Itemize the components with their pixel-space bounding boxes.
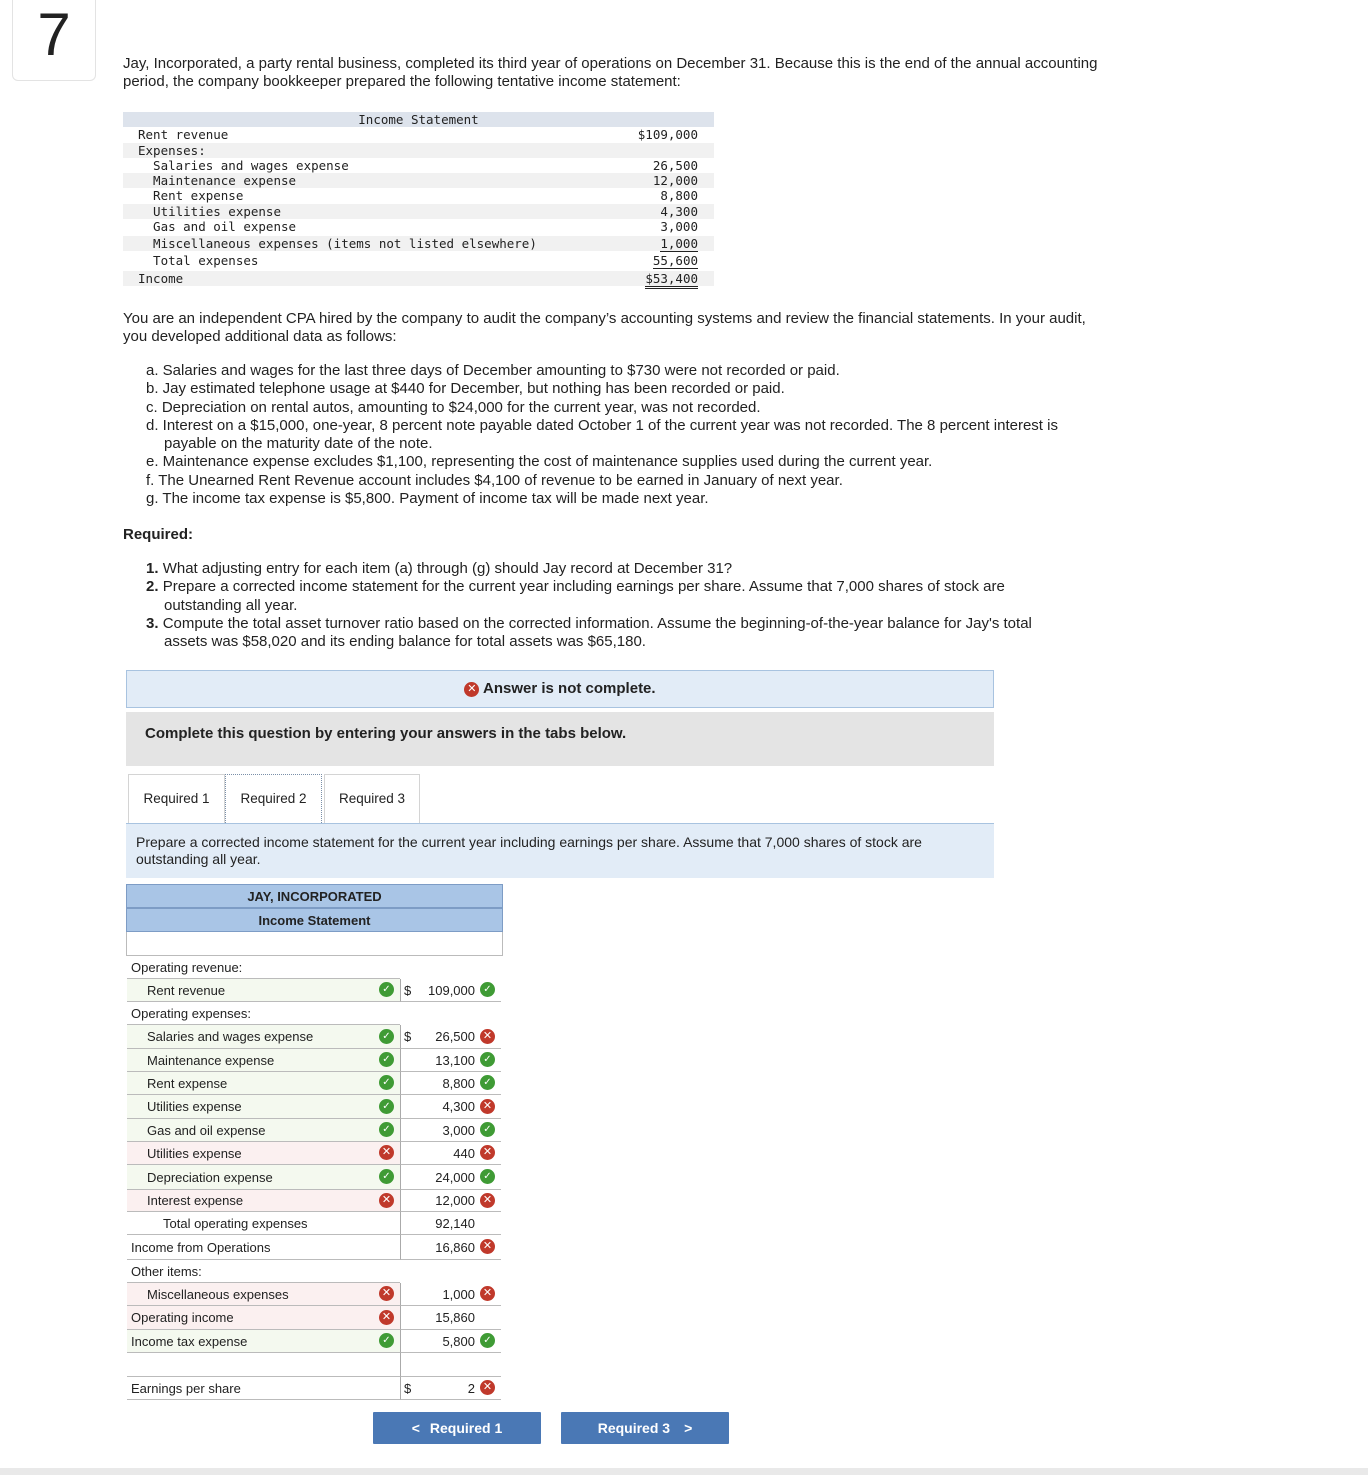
instruction-bar: Complete this question by entering your answers in the tabs below. <box>126 712 994 766</box>
required-text: Compute the total asset turnover ratio based on the corrected information. Assume the beginning-of-the-year balance for Jay's total assets was $58,020 and its ending balance for total assets was $65,180. <box>162 614 1032 651</box>
x-circle-icon: ✕ <box>480 1029 495 1044</box>
statement-row <box>126 1283 503 1306</box>
prev-label: Required 1 <box>429 1420 503 1436</box>
statement-amount: 12,000 <box>435 1193 475 1208</box>
next-label: Required 3 <box>597 1420 671 1436</box>
statement-row <box>126 1377 503 1400</box>
statement-row <box>126 1095 503 1119</box>
tentative-amount: $53,400 <box>645 271 698 289</box>
statement-row <box>126 1235 503 1260</box>
statement-label[interactable] <box>127 1072 400 1095</box>
statement-amount-cell[interactable] <box>400 1142 501 1165</box>
check-circle-icon: ✓ <box>379 1075 394 1090</box>
audit-item: c. Depreciation on rental autos, amounting to $24,000 for the current year, was not recorded. <box>146 398 761 416</box>
statement-label-text: Miscellaneous expenses <box>147 1287 289 1302</box>
tentative-amount: 3,000 <box>660 219 698 234</box>
check-circle-icon: ✓ <box>480 1122 495 1137</box>
check-circle-icon: ✓ <box>480 1075 495 1090</box>
statement-amount: 24,000 <box>435 1170 475 1185</box>
statement-amount: 15,860 <box>435 1310 475 1325</box>
tentative-amount: 1,000 <box>660 236 698 251</box>
tentative-label: Gas and oil expense <box>138 219 297 234</box>
x-circle-icon: ✕ <box>379 1145 394 1160</box>
statement-row <box>126 1165 503 1190</box>
required-number: 1. <box>146 560 159 577</box>
x-circle-icon: ✕ <box>379 1193 394 1208</box>
statement-amount: 3,000 <box>442 1123 475 1138</box>
statement-label[interactable] <box>127 979 400 1002</box>
dollar-sign: $ <box>404 983 412 998</box>
dollar-sign: $ <box>404 1381 412 1396</box>
statement-row <box>126 1190 503 1212</box>
x-circle-icon: ✕ <box>379 1286 394 1301</box>
statement-label[interactable] <box>127 1190 400 1212</box>
required-list <box>146 560 1076 651</box>
statement-label[interactable] <box>127 1165 400 1190</box>
tentative-amount: 12,000 <box>652 173 698 188</box>
statement-row <box>126 1330 503 1353</box>
audit-intro: You are an independent CPA hired by the company to audit the company’s accounting systems and review the financial statements. In your audit, you developed additional data as follows: <box>123 310 1086 345</box>
tentative-amount: $109,000 <box>637 127 698 142</box>
tentative-label: Maintenance expense <box>138 173 297 188</box>
check-circle-icon: ✓ <box>379 1052 394 1067</box>
tentative-amount: 26,500 <box>652 158 698 173</box>
tab-prompt: Prepare a corrected income statement for the current year including earnings per share. Assume that 7,000 shares of stock are outstanding all year. <box>126 823 994 878</box>
tentative-label: Rent expense <box>138 188 244 203</box>
statement-amount-cell[interactable] <box>400 1212 501 1235</box>
statement-label-text: Utilities expense <box>147 1099 242 1114</box>
question-number: 7 <box>12 0 96 81</box>
statement-amount: 5,800 <box>442 1334 475 1349</box>
tab-required-3[interactable]: Required 3 <box>324 774 420 824</box>
required-text: Prepare a corrected income statement for the current year including earnings per share. Assume that 7,000 shares of stock are outstanding all year. <box>162 578 1005 614</box>
statement-amount-cell[interactable] <box>400 1119 501 1142</box>
required-item <box>146 578 1076 615</box>
required-text: What adjusting entry for each item (a) through (g) should Jay record at December 31? <box>162 560 733 577</box>
statement-label[interactable] <box>127 1025 400 1049</box>
statement-amount: 2 <box>467 1381 475 1396</box>
tentative-row <box>123 236 714 251</box>
statement-label <box>127 1353 400 1377</box>
audit-items <box>146 362 1076 508</box>
statement-label-text: Utilities expense <box>147 1146 242 1161</box>
required-heading: Required: <box>123 526 194 543</box>
statement-amount-cell[interactable] <box>400 1049 501 1072</box>
check-circle-icon: ✓ <box>379 1122 394 1137</box>
tentative-row <box>123 127 714 142</box>
statement-row <box>126 979 503 1002</box>
tentative-row <box>123 204 714 219</box>
tentative-label: Total expenses <box>138 253 259 268</box>
statement-label-text: Income from Operations <box>131 1240 271 1255</box>
tentative-row <box>123 173 714 188</box>
statement-label-text: Other items: <box>131 1264 202 1279</box>
statement-row <box>126 956 503 979</box>
statement-label <box>127 1260 400 1283</box>
statement-amount: 4,300 <box>442 1099 475 1114</box>
statement-row <box>126 1212 503 1235</box>
statement-row <box>126 1025 503 1049</box>
dollar-sign: $ <box>404 1029 412 1044</box>
audit-item: f. The Unearned Rent Revenue account includes $4,100 of revenue to be earned in January of next year. <box>146 471 843 489</box>
next-button[interactable] <box>561 1412 729 1444</box>
check-circle-icon: ✓ <box>480 1333 495 1348</box>
statement-label[interactable] <box>127 1119 400 1142</box>
statement-label-text: Salaries and wages expense <box>147 1029 314 1044</box>
tentative-label: Rent revenue <box>138 127 229 142</box>
required-item <box>146 560 1076 578</box>
check-circle-icon: ✓ <box>379 1333 394 1348</box>
statement-label-text: Operating revenue: <box>131 960 243 975</box>
statement-label[interactable] <box>127 1330 400 1353</box>
tentative-label: Income <box>138 271 184 286</box>
statement-label-text: Depreciation expense <box>147 1170 273 1185</box>
statement-amount: 26,500 <box>435 1029 475 1044</box>
prev-button[interactable] <box>373 1412 541 1444</box>
statement-amount: 92,140 <box>435 1216 475 1231</box>
statement-label-text: Maintenance expense <box>147 1053 275 1068</box>
intro-text: Jay, Incorporated, a party rental business, completed its third year of operations on December 31. Because this is the end of the annual accounting period, the company bookkeeper prepared the following tentative income statement: <box>123 55 1098 90</box>
statement-row <box>126 1260 503 1283</box>
answer-banner <box>126 670 994 708</box>
statement-label[interactable] <box>127 1212 400 1235</box>
required-item <box>146 615 1076 652</box>
corrected-income-statement <box>126 884 503 1400</box>
x-circle-icon: ✕ <box>480 1193 495 1208</box>
chevron-left-icon: < <box>411 1420 420 1436</box>
statement-label[interactable] <box>127 1142 400 1165</box>
check-circle-icon: ✓ <box>379 1099 394 1114</box>
x-circle-icon: ✕ <box>480 1286 495 1301</box>
statement-row <box>126 1002 503 1025</box>
x-circle-icon: ✕ <box>480 1099 495 1114</box>
statement-amount-cell[interactable] <box>400 1165 501 1190</box>
chevron-right-icon: > <box>684 1420 693 1436</box>
banner-text: Answer is not complete. <box>483 680 656 697</box>
tab-required-2[interactable]: Required 2 <box>225 774 322 825</box>
statement-amount-cell[interactable] <box>400 1095 501 1119</box>
x-circle-icon: ✕ <box>379 1310 394 1325</box>
tentative-row <box>123 253 714 268</box>
x-circle-icon: ✕ <box>480 1239 495 1254</box>
tentative-amount: 4,300 <box>660 204 698 219</box>
statement-amount: 1,000 <box>442 1287 475 1302</box>
required-number: 2. <box>146 578 159 596</box>
statement-label[interactable] <box>127 1306 400 1330</box>
statement-amount-cell[interactable] <box>400 1377 501 1400</box>
statement-blank-row <box>126 932 503 956</box>
check-circle-icon: ✓ <box>480 1052 495 1067</box>
check-circle-icon: ✓ <box>480 1169 495 1184</box>
tentative-label: Expenses: <box>138 143 206 158</box>
tentative-row <box>123 271 714 286</box>
audit-item: e. Maintenance expense excludes $1,100, representing the cost of maintenance supplies used during the current year. <box>146 453 933 471</box>
statement-row <box>126 1049 503 1072</box>
statement-amount-cell[interactable] <box>400 1353 501 1377</box>
tentative-label: Salaries and wages expense <box>138 158 349 173</box>
statement-label[interactable] <box>127 1049 400 1072</box>
statement-label <box>127 1377 400 1400</box>
statement-label[interactable] <box>127 1095 400 1119</box>
statement-amount-cell[interactable] <box>400 979 501 1002</box>
statement-label-text: Total operating expenses <box>163 1216 308 1231</box>
statement-amount-cell[interactable] <box>400 1330 501 1353</box>
statement-label-text: Gas and oil expense <box>147 1123 266 1138</box>
tentative-row <box>123 158 714 173</box>
statement-row <box>126 1353 503 1377</box>
tab-required-1[interactable]: Required 1 <box>128 774 225 824</box>
statement-label-text: Rent expense <box>147 1076 228 1091</box>
statement-label-text: Rent revenue <box>147 983 226 998</box>
statement-label <box>127 956 400 979</box>
tentative-amount: 55,600 <box>652 253 698 268</box>
statement-amount: 13,100 <box>435 1053 475 1068</box>
statement-amount-cell[interactable] <box>400 1072 501 1095</box>
statement-amount-cell[interactable] <box>400 1283 501 1306</box>
statement-row <box>126 1142 503 1165</box>
statement-title: Income Statement <box>126 908 503 932</box>
statement-amount: 8,800 <box>442 1076 475 1091</box>
statement-label-text: Operating income <box>131 1310 234 1325</box>
audit-item: b. Jay estimated telephone usage at $440 for December, but nothing has been recorded or paid. <box>146 380 785 398</box>
x-circle-icon: ✕ <box>480 1380 495 1395</box>
statement-amount-cell[interactable] <box>400 1235 501 1260</box>
tentative-row <box>123 143 714 158</box>
statement-row <box>126 1072 503 1095</box>
tentative-amount: 8,800 <box>660 188 698 203</box>
audit-item: a. Salaries and wages for the last three days of December amounting to $730 were not recorded or paid. <box>146 362 840 379</box>
required-number: 3. <box>146 614 159 632</box>
statement-amount: 16,860 <box>435 1240 475 1255</box>
audit-item: g. The income tax expense is $5,800. Payment of income tax will be made next year. <box>146 490 709 508</box>
check-circle-icon: ✓ <box>480 982 495 997</box>
tentative-label: Miscellaneous expenses (items not listed elsewhere) <box>138 236 537 251</box>
x-circle-icon: ✕ <box>464 682 479 697</box>
statement-label <box>127 1002 400 1025</box>
statement-label <box>127 1235 400 1260</box>
audit-item: d. Interest on a $15,000, one-year, 8 percent note payable dated October 1 of the current year was not recorded. The 8 percent interest is payable on the maturity date of the note. <box>146 416 1058 453</box>
x-circle-icon: ✕ <box>480 1145 495 1160</box>
statement-label-text: Operating expenses: <box>131 1006 251 1021</box>
statement-row <box>126 1119 503 1142</box>
statement-label-text: Interest expense <box>147 1193 244 1208</box>
statement-amount-cell[interactable] <box>400 1025 501 1049</box>
check-circle-icon: ✓ <box>379 982 394 997</box>
check-circle-icon: ✓ <box>379 1169 394 1184</box>
company-name: JAY, INCORPORATED <box>126 884 503 908</box>
check-circle-icon: ✓ <box>379 1029 394 1044</box>
statement-amount: 109,000 <box>428 983 475 998</box>
tentative-label: Utilities expense <box>138 204 281 219</box>
statement-row <box>126 1306 503 1330</box>
statement-label-text: Earnings per share <box>131 1381 241 1396</box>
statement-amount-cell[interactable] <box>400 1306 501 1330</box>
tentative-row <box>123 219 714 234</box>
statement-amount-cell[interactable] <box>400 1190 501 1212</box>
bottom-bar <box>0 1468 1368 1475</box>
statement-label-text: Income tax expense <box>131 1334 248 1349</box>
statement-label[interactable] <box>127 1283 400 1306</box>
statement-amount: 440 <box>453 1146 475 1161</box>
tentative-title: Income Statement <box>123 112 714 127</box>
tentative-row <box>123 188 714 203</box>
